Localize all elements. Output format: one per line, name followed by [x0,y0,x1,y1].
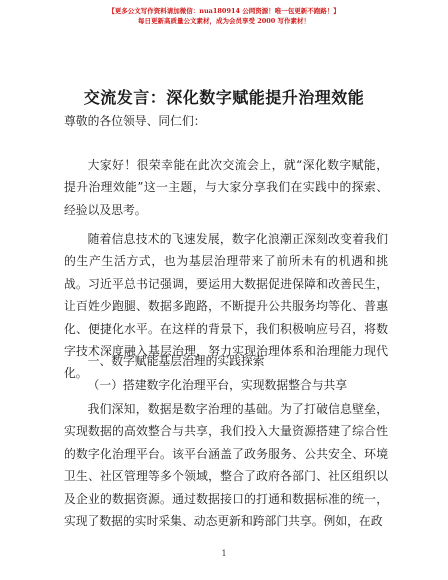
page-number: 1 [221,549,227,558]
section-heading-text: 一、数字赋能基层治理的实践探索 [87,354,265,368]
document-title: 交流发言：深化数字赋能提升治理效能 [83,88,365,107]
paragraph-1 [64,154,388,221]
section-heading [64,350,388,372]
paragraph-text: 大家好！很荣幸能在此次交流会上，就“深化数字赋能，提升治理效能”这一主题，与大家分享我们在实践中的探索、经验以及思考。 [64,158,388,217]
greeting-text: 尊敬的各位领导、同仁们： [64,114,206,128]
paragraph-text: 我们深知，数据是数字治理的基础。为了打破信息壁垒，实现数据的高效整合与共享，我们投入大量资源搭建了综合性的数字化治理平台。该平台涵盖了政务服务、公共安全、环境卫生、社区管理等多个领域，整合了政府各部门、社区组织以及企业的数据资源。通过数据接口的打通和数据标准的统一，实现了数据的实时采集、动态更新和跨部门共享。例如，在政 [64,402,388,529]
promo-banner [0,6,448,26]
promo-banner-line-1: 【更多公文写作资料请加微信：nua180914 公网资源！唯一包更新不跑路！】 [108,7,340,15]
paragraph-3 [64,398,388,532]
subsection-heading [64,374,388,396]
paragraph-text: 随着信息技术的飞速发展，数字化浪潮正深刻改变着我们的生产生活方式，也为基层治理带来了前所未有的机遇和挑战。习近平总书记强调，要运用大数据促进保障和改善民生，让百姓少跑腿、数据多跑路，不断提升公共服务均等化、普惠化、便捷化水平。在这样的背景下，我们积极响应号召，将数字技术深度融入基层治理，努力实现治理体系和治理能力现代化。 [64,232,388,381]
promo-banner-line-2: 每日更新高质量公文素材，成为会员享受 2000 写作素材！ [137,17,311,25]
subsection-heading-text: （一）搭建数字化治理平台，实现数据整合与共享 [87,378,348,392]
greeting [64,110,388,132]
